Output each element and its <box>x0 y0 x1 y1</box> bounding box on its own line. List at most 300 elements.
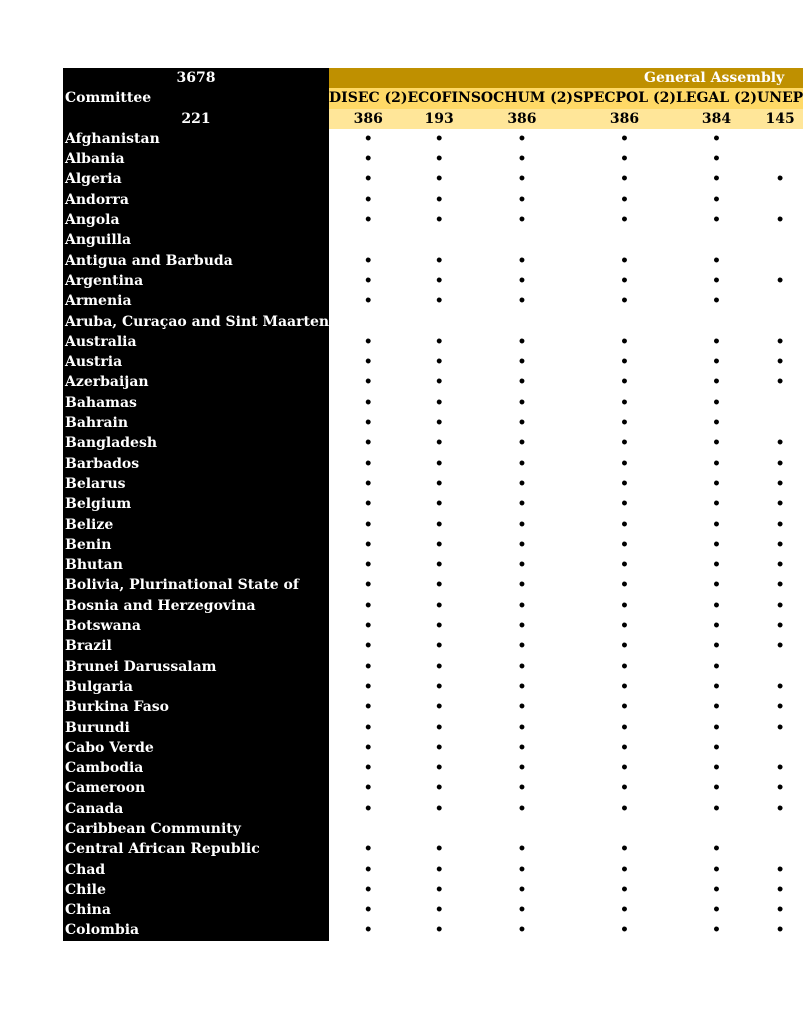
participation-cell: • <box>775 902 785 919</box>
country-name: Canada <box>63 799 329 819</box>
participation-cell: • <box>517 536 527 553</box>
participation-cell: • <box>712 699 721 716</box>
country-name: Central African Republic <box>63 839 329 859</box>
participation-cell <box>757 819 803 839</box>
participation-cell: • <box>517 577 527 594</box>
participation-cell: • <box>712 293 721 310</box>
participation-cell: • <box>620 597 629 614</box>
participation-cell: • <box>434 496 444 513</box>
participation-cell <box>757 393 803 413</box>
participation-cell: • <box>517 658 527 675</box>
participation-cell: • <box>363 881 373 898</box>
participation-cell: • <box>363 333 373 350</box>
committee-count: 386 <box>329 109 407 129</box>
committee-count: 193 <box>408 109 471 129</box>
participation-cell: • <box>775 455 785 472</box>
participation-cell: • <box>363 435 373 452</box>
participation-cell: • <box>712 922 721 939</box>
participation-cell <box>408 312 471 332</box>
participation-cell: • <box>363 272 373 289</box>
participation-cell: • <box>620 577 629 594</box>
participation-cell: • <box>434 800 444 817</box>
participation-cell <box>676 819 757 839</box>
participation-cell: • <box>434 130 444 147</box>
table-row <box>63 190 803 210</box>
participation-cell: • <box>517 435 527 452</box>
participation-cell: • <box>620 780 629 797</box>
participation-cell: • <box>775 212 785 229</box>
participation-cell: • <box>434 678 444 695</box>
participation-cell: • <box>434 191 444 208</box>
participation-cell: • <box>517 455 527 472</box>
participation-cell: • <box>434 841 444 858</box>
table-row <box>63 352 803 372</box>
country-name: Austria <box>63 352 329 372</box>
country-name: Cameroon <box>63 778 329 798</box>
participation-cell: • <box>517 394 527 411</box>
participation-cell: • <box>775 171 785 188</box>
table-row <box>63 799 803 819</box>
participation-cell: • <box>620 151 629 168</box>
participation-cell: • <box>517 861 527 878</box>
header-row-counts <box>63 109 803 129</box>
table-row <box>63 575 803 595</box>
participation-cell <box>676 230 757 250</box>
participation-cell: • <box>517 212 527 229</box>
participation-cell: • <box>363 719 373 736</box>
participation-cell: • <box>434 293 444 310</box>
participation-cell: • <box>434 171 444 188</box>
participation-cell: • <box>712 597 721 614</box>
committee-count: 145 <box>757 109 803 129</box>
participation-cell: • <box>712 536 721 553</box>
participation-cell: • <box>712 658 721 675</box>
participation-cell: • <box>517 272 527 289</box>
table-row <box>63 515 803 535</box>
header-row-committees <box>63 88 803 108</box>
participation-cell: • <box>620 130 629 147</box>
participation-cell: • <box>712 618 721 635</box>
participation-cell: • <box>517 760 527 777</box>
participation-cell: • <box>517 333 527 350</box>
participation-cell: • <box>620 293 629 310</box>
participation-cell: • <box>712 881 721 898</box>
participation-cell: • <box>434 415 444 432</box>
participation-cell: • <box>620 699 629 716</box>
participation-cell: • <box>363 618 373 635</box>
table-row <box>63 413 803 433</box>
participation-cell: • <box>434 374 444 391</box>
participation-cell <box>757 413 803 433</box>
participation-cell: • <box>517 739 527 756</box>
participation-cell: • <box>363 557 373 574</box>
participation-cell: • <box>517 881 527 898</box>
participation-cell: • <box>620 719 629 736</box>
participation-cell: • <box>517 191 527 208</box>
participation-cell: • <box>363 577 373 594</box>
country-name: Albania <box>63 149 329 169</box>
country-name: Belgium <box>63 494 329 514</box>
participation-cell: • <box>434 455 444 472</box>
participation-cell: • <box>363 658 373 675</box>
committee-header: SPECPOL (2) <box>573 88 676 108</box>
participation-cell: • <box>363 252 373 269</box>
table-row <box>63 169 803 189</box>
participation-cell <box>757 657 803 677</box>
participation-cell: • <box>517 902 527 919</box>
participation-cell: • <box>775 577 785 594</box>
participation-cell: • <box>517 151 527 168</box>
participation-cell: • <box>775 597 785 614</box>
participation-cell: • <box>517 678 527 695</box>
participation-cell <box>471 230 573 250</box>
participation-cell: • <box>434 760 444 777</box>
participation-cell <box>757 251 803 271</box>
participation-cell: • <box>517 719 527 736</box>
table-row <box>63 332 803 352</box>
participation-cell: • <box>434 557 444 574</box>
table-row <box>63 129 803 149</box>
country-name: Antigua and Barbuda <box>63 251 329 271</box>
participation-cell: • <box>712 394 721 411</box>
participation-cell: • <box>434 252 444 269</box>
participation-cell: • <box>517 516 527 533</box>
table-row <box>63 738 803 758</box>
table-row <box>63 474 803 494</box>
participation-cell: • <box>712 333 721 350</box>
country-name: Brazil <box>63 636 329 656</box>
participation-cell: • <box>712 902 721 919</box>
table-row <box>63 900 803 920</box>
participation-cell: • <box>620 658 629 675</box>
participation-cell: • <box>620 922 629 939</box>
country-name: Anguilla <box>63 230 329 250</box>
table-row <box>63 291 803 311</box>
participation-cell: • <box>363 922 373 939</box>
participation-cell: • <box>517 496 527 513</box>
participation-cell: • <box>712 841 721 858</box>
committee-table <box>63 68 803 941</box>
participation-cell: • <box>434 922 444 939</box>
participation-cell: • <box>712 455 721 472</box>
sub-count: 221 <box>63 109 329 129</box>
participation-cell: • <box>620 618 629 635</box>
participation-cell: • <box>775 435 785 452</box>
participation-cell: • <box>775 272 785 289</box>
participation-cell: • <box>775 638 785 655</box>
country-name: Afghanistan <box>63 129 329 149</box>
table-row <box>63 718 803 738</box>
participation-cell: • <box>775 780 785 797</box>
country-name: Bosnia and Herzegovina <box>63 596 329 616</box>
participation-cell: • <box>517 374 527 391</box>
participation-cell: • <box>434 212 444 229</box>
participation-cell: • <box>434 394 444 411</box>
participation-cell: • <box>434 780 444 797</box>
participation-cell: • <box>434 699 444 716</box>
participation-cell: • <box>517 354 527 371</box>
participation-cell <box>757 312 803 332</box>
participation-cell: • <box>620 861 629 878</box>
country-name: Bulgaria <box>63 677 329 697</box>
participation-cell: • <box>712 212 721 229</box>
participation-cell: • <box>712 354 721 371</box>
table-row <box>63 251 803 271</box>
country-name: Bahamas <box>63 393 329 413</box>
participation-cell <box>757 839 803 859</box>
participation-cell <box>471 819 573 839</box>
participation-cell: • <box>620 191 629 208</box>
committee-count: 386 <box>471 109 573 129</box>
table-row <box>63 920 803 940</box>
participation-cell: • <box>620 678 629 695</box>
participation-cell: • <box>712 435 721 452</box>
participation-cell <box>757 230 803 250</box>
country-name: Burundi <box>63 718 329 738</box>
participation-cell: • <box>712 191 721 208</box>
country-rows <box>63 129 803 941</box>
table-row <box>63 657 803 677</box>
participation-cell <box>757 291 803 311</box>
table-row <box>63 433 803 453</box>
table-row <box>63 230 803 250</box>
table-row <box>63 535 803 555</box>
participation-cell: • <box>620 394 629 411</box>
participation-cell: • <box>620 902 629 919</box>
committee-header: DISEC (2) <box>329 88 407 108</box>
table-row <box>63 758 803 778</box>
participation-cell: • <box>620 252 629 269</box>
table-row <box>63 616 803 636</box>
participation-cell: • <box>775 374 785 391</box>
table-row <box>63 494 803 514</box>
participation-cell: • <box>517 800 527 817</box>
participation-cell: • <box>434 435 444 452</box>
group-title: General Assembly <box>329 68 803 88</box>
country-name: Bangladesh <box>63 433 329 453</box>
table-row <box>63 312 803 332</box>
participation-cell: • <box>620 272 629 289</box>
participation-cell: • <box>775 475 785 492</box>
participation-cell <box>329 312 407 332</box>
participation-cell: • <box>517 841 527 858</box>
country-name: Bolivia, Plurinational State of <box>63 575 329 595</box>
participation-cell: • <box>775 881 785 898</box>
participation-cell: • <box>363 841 373 858</box>
participation-cell: • <box>620 415 629 432</box>
participation-cell: • <box>363 455 373 472</box>
participation-cell: • <box>775 557 785 574</box>
committee-header: ECOFIN <box>408 88 471 108</box>
participation-cell: • <box>363 394 373 411</box>
participation-cell: • <box>775 496 785 513</box>
participation-cell: • <box>775 800 785 817</box>
country-name: Colombia <box>63 920 329 940</box>
participation-cell: • <box>363 800 373 817</box>
table-row <box>63 819 803 839</box>
participation-cell: • <box>775 719 785 736</box>
header-row-title <box>63 68 803 88</box>
country-name: Caribbean Community <box>63 819 329 839</box>
participation-cell: • <box>712 638 721 655</box>
participation-cell: • <box>620 800 629 817</box>
participation-cell: • <box>775 536 785 553</box>
participation-cell: • <box>712 374 721 391</box>
participation-cell: • <box>712 861 721 878</box>
participation-cell: • <box>517 597 527 614</box>
participation-cell: • <box>363 354 373 371</box>
country-name: Belarus <box>63 474 329 494</box>
country-name: Australia <box>63 332 329 352</box>
participation-cell: • <box>363 597 373 614</box>
participation-cell: • <box>620 333 629 350</box>
participation-cell: • <box>620 475 629 492</box>
participation-cell: • <box>434 902 444 919</box>
participation-cell: • <box>712 719 721 736</box>
participation-cell: • <box>775 354 785 371</box>
participation-cell: • <box>434 577 444 594</box>
participation-cell: • <box>620 638 629 655</box>
participation-cell: • <box>363 638 373 655</box>
participation-cell: • <box>517 252 527 269</box>
participation-cell: • <box>363 171 373 188</box>
country-name: Bahrain <box>63 413 329 433</box>
country-name: Belize <box>63 515 329 535</box>
participation-cell: • <box>775 618 785 635</box>
participation-cell: • <box>620 374 629 391</box>
participation-cell: • <box>517 618 527 635</box>
participation-cell: • <box>620 212 629 229</box>
participation-cell: • <box>517 638 527 655</box>
participation-cell: • <box>363 699 373 716</box>
country-name: Azerbaijan <box>63 372 329 392</box>
participation-cell: • <box>434 475 444 492</box>
participation-cell: • <box>620 557 629 574</box>
participation-cell: • <box>517 130 527 147</box>
participation-cell: • <box>620 516 629 533</box>
participation-cell: • <box>363 475 373 492</box>
participation-cell <box>757 149 803 169</box>
participation-cell: • <box>434 719 444 736</box>
committee-header: UNEP <box>757 88 803 108</box>
committee-label: Committee <box>63 88 329 108</box>
participation-cell: • <box>434 536 444 553</box>
participation-cell <box>676 312 757 332</box>
table-row <box>63 555 803 575</box>
participation-cell: • <box>712 130 721 147</box>
participation-cell: • <box>363 191 373 208</box>
participation-cell: • <box>363 130 373 147</box>
country-name: China <box>63 900 329 920</box>
participation-cell: • <box>712 171 721 188</box>
participation-cell <box>573 230 676 250</box>
participation-cell: • <box>712 557 721 574</box>
country-name: Armenia <box>63 291 329 311</box>
participation-cell: • <box>620 760 629 777</box>
total-count: 3678 <box>63 68 329 88</box>
country-name: Angola <box>63 210 329 230</box>
participation-cell: • <box>712 252 721 269</box>
participation-cell: • <box>620 881 629 898</box>
participation-cell: • <box>517 557 527 574</box>
participation-cell: • <box>775 861 785 878</box>
participation-cell: • <box>517 780 527 797</box>
participation-cell: • <box>775 333 785 350</box>
table-row <box>63 697 803 717</box>
participation-cell <box>329 230 407 250</box>
committee-count: 386 <box>573 109 676 129</box>
participation-cell <box>329 819 407 839</box>
participation-cell: • <box>712 516 721 533</box>
participation-cell: • <box>517 699 527 716</box>
participation-cell: • <box>363 151 373 168</box>
participation-cell: • <box>712 780 721 797</box>
participation-cell: • <box>775 760 785 777</box>
participation-cell: • <box>775 699 785 716</box>
participation-cell: • <box>363 415 373 432</box>
participation-cell <box>408 230 471 250</box>
participation-cell: • <box>363 212 373 229</box>
participation-cell: • <box>620 171 629 188</box>
participation-cell: • <box>712 151 721 168</box>
participation-cell: • <box>517 475 527 492</box>
participation-cell <box>573 819 676 839</box>
participation-cell: • <box>517 293 527 310</box>
table-row <box>63 860 803 880</box>
participation-cell <box>408 819 471 839</box>
country-name: Cabo Verde <box>63 738 329 758</box>
committee-header: SOCHUM (2) <box>471 88 573 108</box>
spreadsheet <box>63 68 803 941</box>
participation-cell: • <box>434 272 444 289</box>
participation-cell: • <box>620 536 629 553</box>
country-name: Chile <box>63 880 329 900</box>
participation-cell: • <box>712 760 721 777</box>
table-row <box>63 778 803 798</box>
participation-cell: • <box>712 496 721 513</box>
participation-cell: • <box>434 861 444 878</box>
country-name: Andorra <box>63 190 329 210</box>
participation-cell: • <box>712 577 721 594</box>
table-row <box>63 839 803 859</box>
participation-cell: • <box>434 597 444 614</box>
participation-cell: • <box>620 841 629 858</box>
participation-cell: • <box>363 902 373 919</box>
participation-cell: • <box>775 678 785 695</box>
participation-cell: • <box>434 658 444 675</box>
participation-cell: • <box>434 333 444 350</box>
country-name: Bhutan <box>63 555 329 575</box>
participation-cell: • <box>434 516 444 533</box>
participation-cell <box>757 738 803 758</box>
table-row <box>63 636 803 656</box>
country-name: Benin <box>63 535 329 555</box>
participation-cell: • <box>620 496 629 513</box>
participation-cell <box>471 312 573 332</box>
country-name: Burkina Faso <box>63 697 329 717</box>
participation-cell: • <box>434 618 444 635</box>
participation-cell: • <box>620 739 629 756</box>
country-name: Cambodia <box>63 758 329 778</box>
table-row <box>63 393 803 413</box>
table-row <box>63 677 803 697</box>
participation-cell: • <box>712 800 721 817</box>
participation-cell: • <box>517 171 527 188</box>
participation-cell: • <box>775 516 785 533</box>
participation-cell: • <box>434 638 444 655</box>
participation-cell: • <box>363 678 373 695</box>
country-name: Chad <box>63 860 329 880</box>
